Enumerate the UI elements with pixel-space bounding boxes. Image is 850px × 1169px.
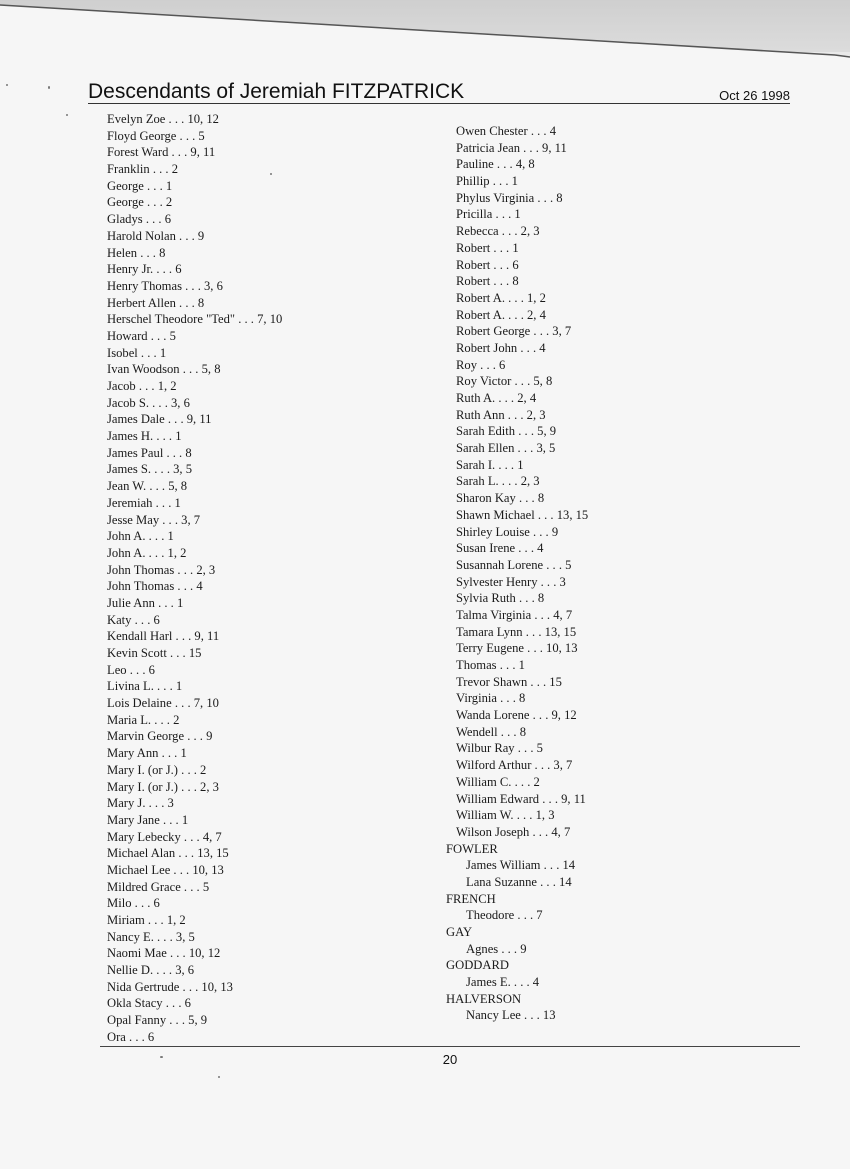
index-entry: Shirley Louise . . . 9 [456, 524, 559, 539]
index-entry: Mildred Grace . . . 5 [107, 879, 210, 894]
index-entry: Katy . . . 6 [107, 612, 160, 627]
index-entry: Mary J. . . . 3 [107, 796, 174, 811]
index-column-left [107, 111, 427, 1046]
index-entry: Nida Gertrude . . . 10, 13 [107, 979, 233, 994]
index-entry: Forest Ward . . . 9, 11 [107, 145, 216, 160]
index-entry: Harold Nolan . . . 9 [107, 228, 205, 243]
index-entry: James Paul . . . 8 [107, 445, 192, 460]
index-entry: Theodore . . . 7 [466, 908, 543, 923]
index-entry: Evelyn Zoe . . . 10, 12 [107, 112, 219, 126]
index-entry: Owen Chester . . . 4 [456, 124, 557, 138]
index-entry: Lois Delaine . . . 7, 10 [107, 696, 219, 711]
index-entry: Sarah L. . . . 2, 3 [456, 474, 540, 489]
surname-heading: HALVERSON [446, 991, 522, 1006]
index-entry: Sarah Ellen . . . 3, 5 [456, 441, 556, 456]
index-entry: Tamara Lynn . . . 13, 15 [456, 624, 577, 639]
index-entry: Wilbur Ray . . . 5 [456, 741, 543, 756]
index-entry: Thomas . . . 1 [456, 658, 525, 672]
index-entry: Roy Victor . . . 5, 8 [456, 374, 553, 389]
index-entry: Ivan Woodson . . . 5, 8 [107, 362, 221, 377]
index-entry: Ora . . . 6 [107, 1029, 155, 1044]
scan-speck [218, 1076, 220, 1078]
index-entry: Jeremiah . . . 1 [107, 495, 181, 510]
index-entry: Michael Alan . . . 13, 15 [107, 846, 229, 861]
index-entry: Agnes . . . 9 [466, 941, 527, 956]
index-entry: William C. . . . 2 [456, 774, 540, 789]
index-entry: Milo . . . 6 [107, 896, 160, 911]
index-entry: Wilson Joseph . . . 4, 7 [456, 824, 571, 839]
index-entry: Opal Fanny . . . 5, 9 [107, 1013, 208, 1028]
index-entry: Jacob S. . . . 3, 6 [107, 395, 190, 410]
index-entry: Mary Ann . . . 1 [107, 746, 187, 761]
index-entry: Herschel Theodore "Ted" . . . 7, 10 [107, 312, 283, 327]
index-entry: Talma Virginia . . . 4, 7 [456, 607, 573, 622]
index-entry: Gladys . . . 6 [107, 212, 172, 227]
index-entry: Sarah Edith . . . 5, 9 [456, 424, 557, 439]
index-entry: Isobel . . . 1 [107, 345, 167, 360]
index-entry: Okla Stacy . . . 6 [107, 996, 191, 1011]
index-entry: James H. . . . 1 [107, 429, 182, 444]
index-entry: Jean W. . . . 5, 8 [107, 479, 188, 494]
document-title: Descendants of Jeremiah FITZPATRICK [88, 80, 465, 103]
index-entry: John A. . . . 1 [107, 529, 174, 544]
index-entry: Nancy E. . . . 3, 5 [107, 929, 195, 944]
index-entry: Sylvester Henry . . . 3 [456, 574, 566, 589]
index-entry: Sylvia Ruth . . . 8 [456, 591, 545, 606]
index-entry: John A. . . . 1, 2 [107, 545, 187, 560]
index-entry: Wilford Arthur . . . 3, 7 [456, 758, 573, 773]
index-entry: Robert . . . 6 [456, 257, 519, 272]
index-entry: Roy . . . 6 [456, 357, 506, 372]
index-entry: Leo . . . 6 [107, 662, 155, 677]
surname-heading: GAY [446, 925, 473, 939]
index-entry: Helen . . . 8 [107, 245, 166, 260]
index-entry: George . . . 2 [107, 195, 173, 210]
index-entry: Rebecca . . . 2, 3 [456, 224, 540, 239]
index-entry: James S. . . . 3, 5 [107, 462, 193, 477]
index-entry: Franklin . . . 2 [107, 162, 179, 177]
index-entry: Robert George . . . 3, 7 [456, 324, 572, 339]
index-entry: Floyd George . . . 5 [107, 128, 205, 143]
index-entry: Robert . . . 1 [456, 240, 519, 255]
index-entry: Mary I. (or J.) . . . 2 [107, 762, 207, 777]
surname-heading: FRENCH [446, 891, 496, 906]
scan-speck [48, 86, 50, 89]
page-number: 20 [442, 1052, 458, 1067]
page-edge-shadow [0, 0, 850, 60]
scan-speck [66, 114, 68, 116]
index-entry: James William . . . 14 [466, 858, 576, 873]
index-entry: Pricilla . . . 1 [456, 207, 521, 222]
index-entry: John Thomas . . . 4 [107, 579, 203, 594]
index-entry: Shawn Michael . . . 13, 15 [456, 507, 589, 522]
index-entry: Terry Eugene . . . 10, 13 [456, 641, 578, 656]
index-entry: Mary Jane . . . 1 [107, 812, 189, 827]
index-entry: Henry Jr. . . . 6 [107, 262, 182, 277]
surname-heading: GODDARD [446, 958, 509, 973]
report-date: Oct 26 1998 [719, 88, 790, 103]
index-entry: Ruth Ann . . . 2, 3 [456, 407, 546, 422]
index-entry: Julie Ann . . . 1 [107, 595, 184, 610]
index-entry: Mary I. (or J.) . . . 2, 3 [107, 779, 219, 794]
index-entry: Robert John . . . 4 [456, 340, 546, 355]
index-entry: Naomi Mae . . . 10, 12 [107, 946, 221, 961]
index-entry: Susannah Lorene . . . 5 [456, 557, 572, 572]
scan-speck [270, 173, 272, 175]
index-entry: Robert A. . . . 2, 4 [456, 307, 546, 322]
index-entry: Robert A. . . . 1, 2 [456, 290, 546, 305]
footer-divider [100, 1046, 800, 1047]
index-entry: Livina L. . . . 1 [107, 679, 183, 694]
index-entry: Nellie D. . . . 3, 6 [107, 963, 195, 978]
header-divider [88, 103, 790, 104]
page-header [88, 80, 790, 110]
index-entry: John Thomas . . . 2, 3 [107, 562, 216, 577]
index-entry: Trevor Shawn . . . 15 [456, 674, 562, 689]
index-entry: Jacob . . . 1, 2 [107, 379, 177, 393]
index-entry: Sarah I. . . . 1 [456, 457, 524, 472]
index-entry: Herbert Allen . . . 8 [107, 295, 205, 310]
index-entry: Phylus Virginia . . . 8 [456, 190, 563, 205]
index-entry: Kendall Harl . . . 9, 11 [107, 629, 220, 644]
index-entry: Pauline . . . 4, 8 [456, 157, 535, 172]
index-entry: James E. . . . 4 [466, 975, 540, 990]
index-entry: Jesse May . . . 3, 7 [107, 512, 201, 527]
index-entry: Susan Irene . . . 4 [456, 541, 544, 556]
index-entry: Wanda Lorene . . . 9, 12 [456, 708, 577, 723]
index-entry: William Edward . . . 9, 11 [456, 791, 586, 806]
index-entry: Henry Thomas . . . 3, 6 [107, 278, 223, 293]
index-entry: Michael Lee . . . 10, 13 [107, 862, 224, 877]
index-column-right [446, 123, 796, 1024]
index-entry: Maria L. . . . 2 [107, 712, 180, 727]
index-entry: Lana Suzanne . . . 14 [466, 874, 572, 889]
index-entry: James Dale . . . 9, 11 [107, 412, 212, 427]
index-entry: Marvin George . . . 9 [107, 729, 213, 744]
index-entry: Robert . . . 8 [456, 274, 519, 289]
index-entry: Nancy Lee . . . 13 [466, 1008, 556, 1023]
index-entry: Mary Lebecky . . . 4, 7 [107, 829, 222, 844]
index-entry: Miriam . . . 1, 2 [107, 913, 186, 927]
scan-speck [6, 84, 8, 86]
index-entry: Ruth A. . . . 2, 4 [456, 391, 537, 405]
index-entry: Virginia . . . 8 [456, 691, 526, 706]
surname-heading: FOWLER [446, 841, 498, 856]
index-entry: William W. . . . 1, 3 [456, 808, 555, 823]
index-entry: Phillip . . . 1 [456, 174, 518, 189]
index-entry: Howard . . . 5 [107, 328, 176, 343]
index-entry: Wendell . . . 8 [456, 724, 526, 739]
index-entry: George . . . 1 [107, 178, 173, 193]
index-entry: Sharon Kay . . . 8 [456, 491, 545, 506]
index-entry: Patricia Jean . . . 9, 11 [456, 140, 567, 155]
scan-speck [160, 1056, 163, 1058]
index-entry: Kevin Scott . . . 15 [107, 646, 202, 660]
